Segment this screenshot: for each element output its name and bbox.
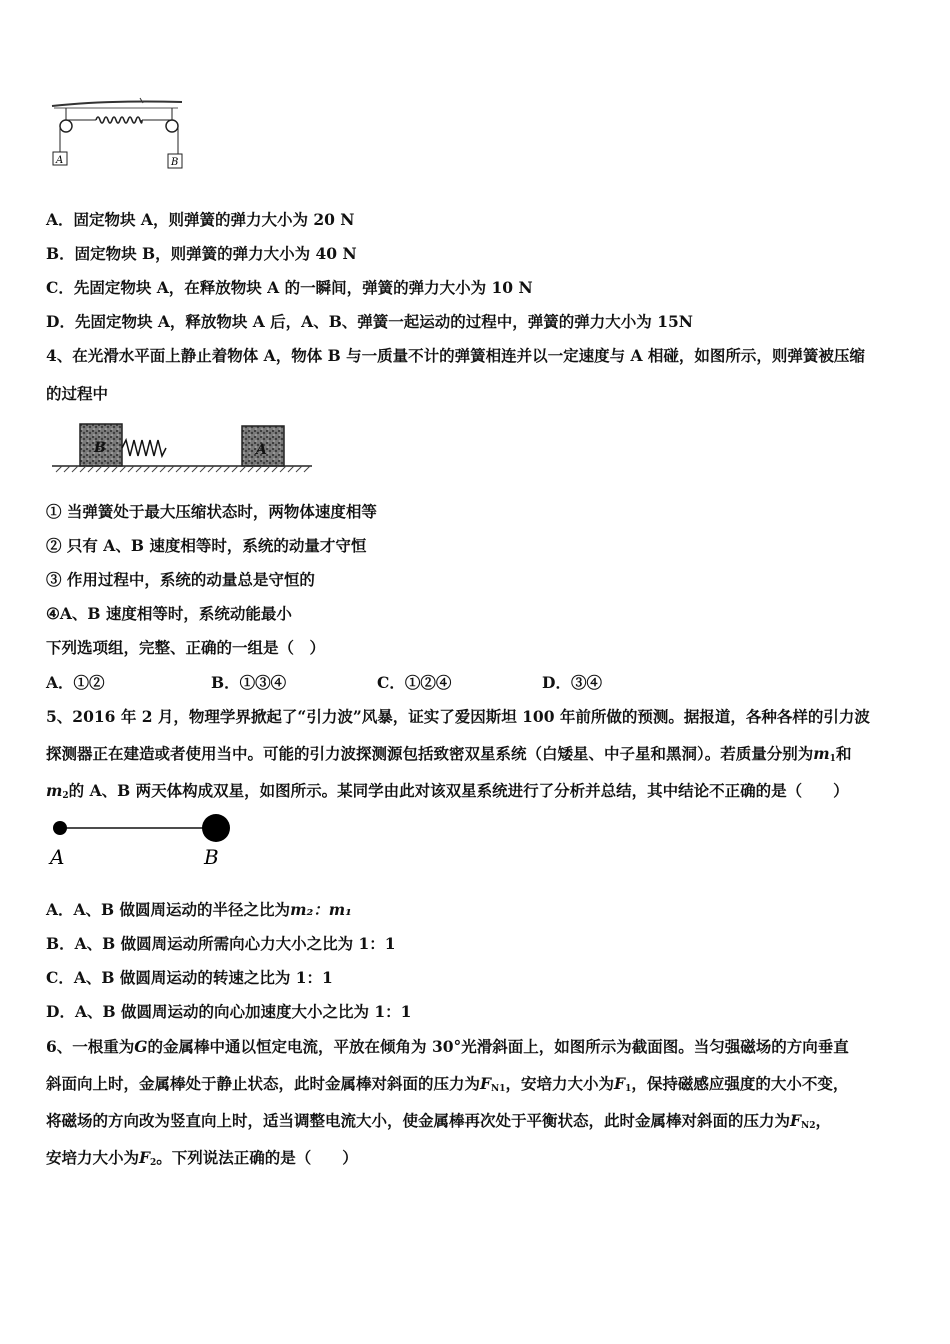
label-b: B [171,157,179,168]
label-a: A [56,155,64,166]
block-b-label: B [94,440,106,456]
q6-line1: 6、一根重为G的金属棒中通以恒定电流，平放在倾角为 30°光滑斜面上，如图所示为截面图。当匀强磁场的方向垂直 [46,1037,849,1056]
q4-option-a: A．①② [46,673,105,692]
q5-option-c: C．A、B 做圆周运动的转速之比为 1：1 [46,968,333,987]
q6-line4: 安培力大小为$F_2$。下列说法正确的是（ ） [46,1148,358,1168]
q4-stem-line2: 的过程中 [46,384,109,403]
pulley-spring-figure [48,96,188,176]
star-b-label: B [204,845,219,869]
q3-option-d: D．先固定物块 A，释放物块 A 后，A、B、弹簧一起运动的过程中，弹簧的弹力大小为 15N [46,312,693,331]
q4-statement-4: ④A、B 速度相等时，系统动能最小 [46,604,292,623]
q5-stem-line3: $m_2$的 A、B 两天体构成双星，如图所示。某同学由此对该双星系统进行了分析并总结，其中结论不正确的是（ ） [46,781,849,801]
q6-line2: 斜面向上时，金属棒处于静止状态，此时金属棒对斜面的压力为$F_{N1}$，安培力大小为$F_1$，保持磁感应强度的大小不变， [46,1074,849,1094]
q5-stem-line1: 5、2016 年 2 月，物理学界掀起了“引力波”风暴，证实了爱因斯坦 100 年前所做的预测。据报道，各种各样的引力波 [46,707,870,726]
q4-prompt: 下列选项组，完整、正确的一组是（ ） [46,638,326,657]
star-a-label: A [50,845,65,869]
q5-stem-line2: 探测器正在建造或者使用当中。可能的引力波探测源包括致密双星系统（白矮星、中子星和黑洞）。若质量分别为$m_1$和 [46,744,852,764]
q3-option-a: A．固定物块 A，则弹簧的弹力大小为 20 N [46,210,355,229]
q4-statement-1: ① 当弹簧处于最大压缩状态时，两物体速度相等 [46,502,377,521]
q3-option-c: C．先固定物块 A，在释放物块 A 的一瞬间，弹簧的弹力大小为 10 N [46,278,533,297]
block-a-label: A [256,442,267,458]
q4-option-b: B．①③④ [211,673,287,692]
q4-stem-line1: 4、在光滑水平面上静止着物体 A，物体 B 与一质量不计的弹簧相连并以一定速度与 A 相碰，如图所示，则弹簧被压缩 [46,346,865,365]
binary-star-figure [46,810,246,872]
q5-option-b: B．A、B 做圆周运动所需向心力大小之比为 1：1 [46,934,396,953]
q4-option-d: D．③④ [542,673,602,692]
q5-option-d: D．A、B 做圆周运动的向心加速度大小之比为 1：1 [46,1002,412,1021]
q5-option-a: A．A、B 做圆周运动的半径之比为m₂：m₁ [46,900,352,919]
q4-statement-3: ③ 作用过程中，系统的动量总是守恒的 [46,570,315,589]
q4-option-c: C．①②④ [377,673,452,692]
q6-line3: 将磁场的方向改为竖直向上时，适当调整电流大小，使金属棒再次处于平衡状态，此时金属棒对斜面的压力为$F_{N2}$， [46,1111,832,1131]
q3-option-b: B．固定物块 B，则弹簧的弹力大小为 40 N [46,244,357,263]
collision-figure [50,418,315,478]
q4-statement-2: ② 只有 A、B 速度相等时，系统的动量才守恒 [46,536,367,555]
